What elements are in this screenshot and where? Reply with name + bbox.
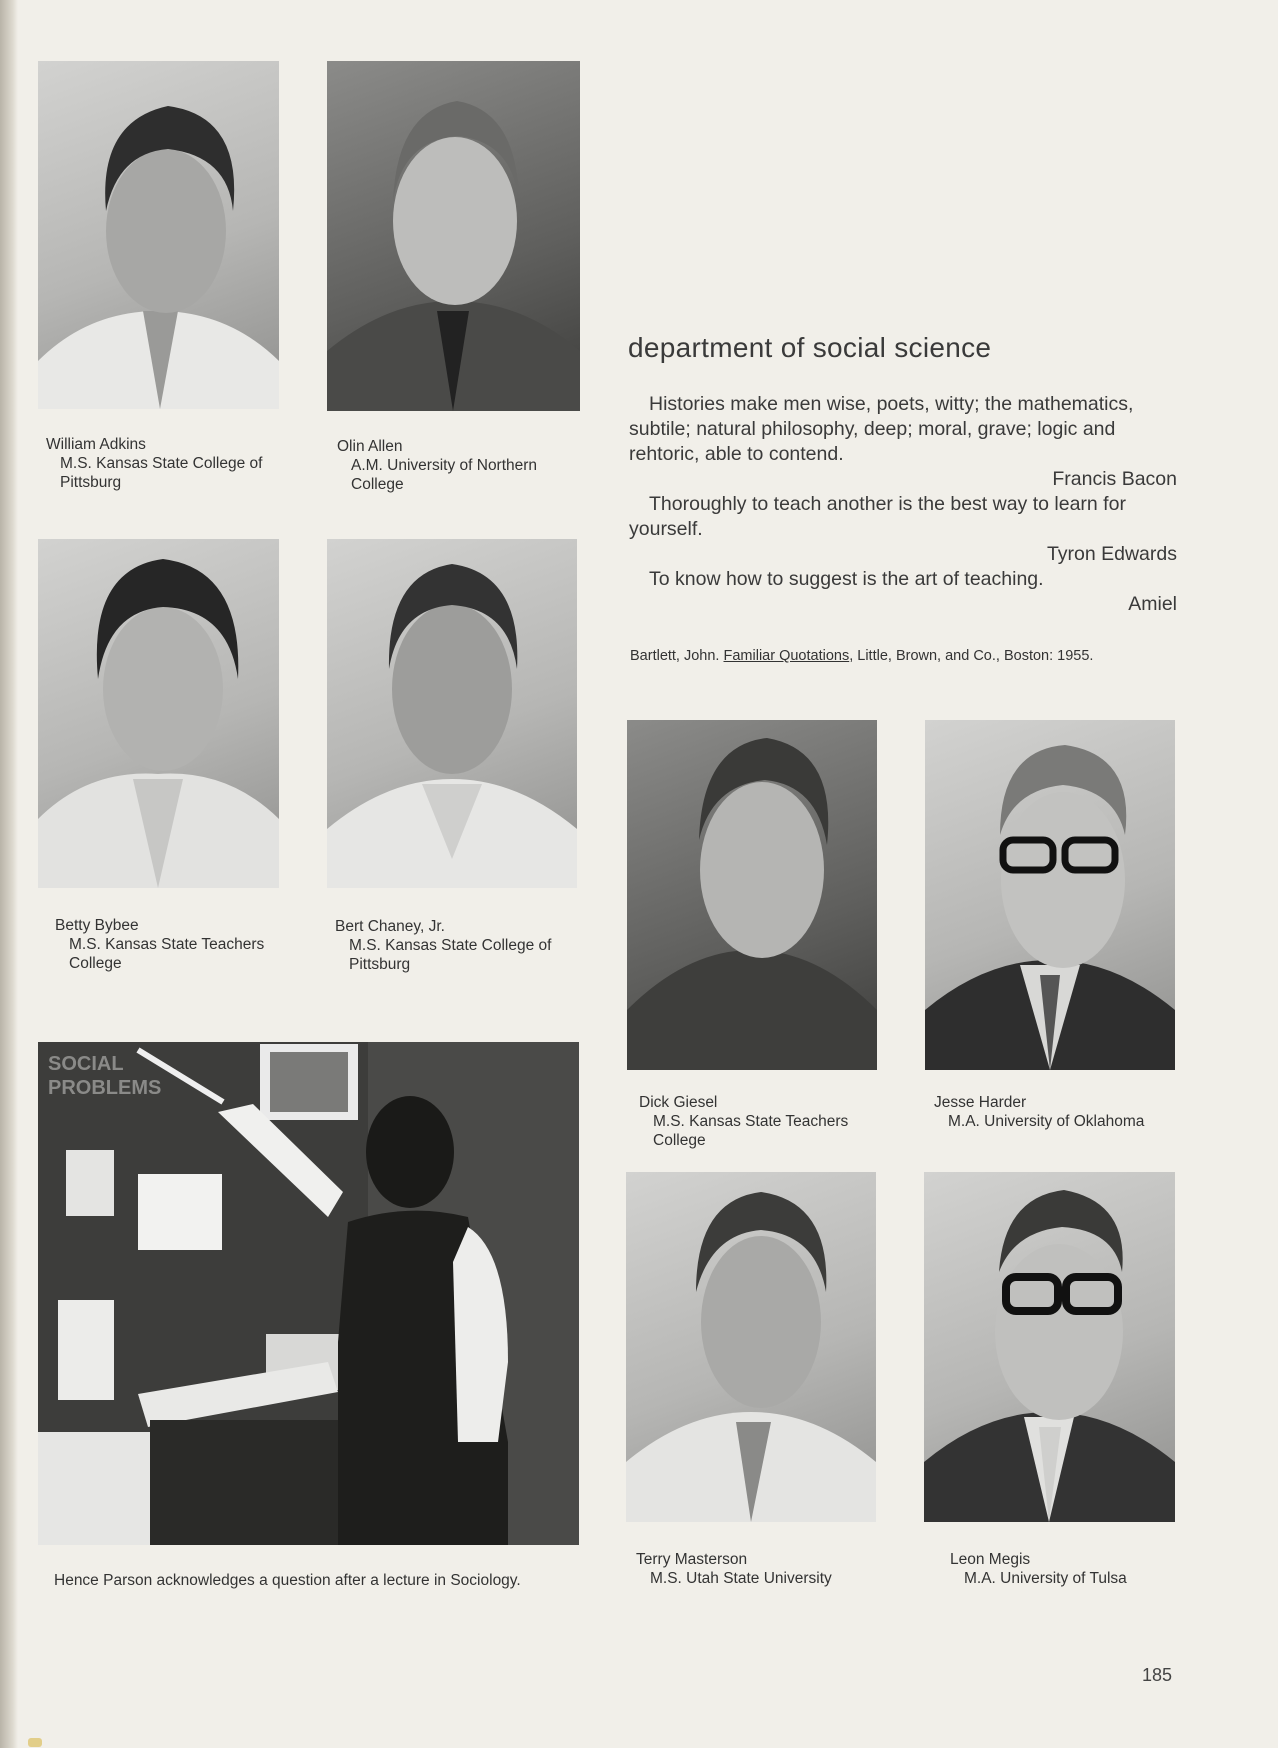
caption-olin-allen — [337, 437, 537, 494]
portrait-photo-dick-giesel — [627, 720, 877, 1070]
caption-jesse-harder — [934, 1093, 1144, 1131]
caption-terry-masterson — [636, 1550, 832, 1588]
portrait-figure — [327, 539, 577, 888]
faculty-degree-cont: Pittsburg — [60, 474, 122, 491]
faculty-degree: M.S. Kansas State Teachers — [69, 936, 265, 953]
caption-dick-giesel — [639, 1093, 848, 1150]
faculty-name: Olin Allen — [337, 438, 403, 455]
quote-author: Francis Bacon — [1052, 468, 1177, 490]
portrait-figure — [38, 61, 279, 409]
faculty-degree: M.A. University of Tulsa — [964, 1570, 1127, 1587]
faculty-name: Leon Megis — [950, 1551, 1031, 1568]
faculty-name: Bert Chaney, Jr. — [335, 918, 445, 935]
faculty-name: Terry Masterson — [636, 1551, 748, 1568]
portrait-figure — [626, 1172, 876, 1522]
portrait-photo-terry-masterson — [626, 1172, 876, 1522]
page-number: 185 — [1142, 1665, 1173, 1685]
caption-betty-bybee — [55, 916, 264, 973]
faculty-name: Jesse Harder — [934, 1094, 1027, 1111]
faculty-name: William Adkins — [46, 436, 146, 453]
citation-suffix: , Little, Brown, and Co., Boston: 1955. — [849, 648, 1094, 664]
classroom-photo-caption: Hence Parson acknowledges a question after a lecture in Sociology. — [54, 1572, 521, 1589]
portrait-photo-jesse-harder — [925, 720, 1175, 1070]
portrait-figure — [38, 539, 279, 888]
board-label-1: SOCIAL — [48, 1053, 124, 1075]
page-binding-edge — [0, 0, 18, 1748]
faculty-degree-cont: Pittsburg — [349, 956, 411, 973]
faculty-degree: M.S. Kansas State College of — [60, 455, 263, 472]
quote-text: To know how to suggest is the art of teaching. — [649, 568, 1044, 590]
department-title: department of social science — [628, 332, 992, 363]
portrait-photo-leon-megis — [924, 1172, 1175, 1522]
classroom-scene — [38, 1042, 579, 1545]
faculty-degree-cont: College — [69, 955, 122, 972]
classroom-photo — [38, 1042, 579, 1545]
portrait-figure — [925, 720, 1175, 1070]
quote-text: Thoroughly to teach another is the best way to learn for yourself. — [629, 493, 1126, 540]
faculty-degree: M.S. Utah State University — [650, 1570, 832, 1587]
quote-author: Tyron Edwards — [1046, 543, 1177, 565]
portrait-figure — [627, 720, 877, 1070]
quotations-block — [629, 392, 1177, 617]
portrait-photo-olin-allen — [327, 61, 580, 411]
portrait-photo-betty-bybee — [38, 539, 279, 888]
faculty-degree-cont: College — [351, 476, 404, 493]
citation-title: Familiar Quotations — [723, 648, 850, 664]
faculty-degree: M.A. University of Oklahoma — [948, 1113, 1145, 1130]
faculty-name: Betty Bybee — [55, 917, 139, 934]
quote-text: Histories make men wise, poets, witty; the mathematics, subtile; natural philosophy, deep; moral, grave; logic and rehtoric, able to contend. — [629, 393, 1134, 465]
faculty-degree: M.S. Kansas State College of — [349, 937, 552, 954]
citation — [630, 648, 1190, 664]
caption-bert-chaney — [335, 917, 551, 974]
caption-leon-megis — [950, 1550, 1127, 1588]
board-label-2: PROBLEMS — [48, 1077, 162, 1099]
faculty-degree: A.M. University of Northern — [351, 457, 538, 474]
faculty-degree: M.S. Kansas State Teachers — [653, 1113, 849, 1130]
quote-author: Amiel — [1128, 593, 1177, 615]
caption-william-adkins — [46, 435, 262, 492]
paper-stain — [28, 1738, 42, 1747]
portrait-photo-bert-chaney — [327, 539, 577, 888]
citation-prefix: Bartlett, John. — [630, 648, 724, 664]
portrait-photo-william-adkins — [38, 61, 279, 409]
faculty-degree-cont: College — [653, 1132, 706, 1149]
faculty-name: Dick Giesel — [639, 1094, 718, 1111]
portrait-figure — [327, 61, 580, 411]
portrait-figure — [924, 1172, 1175, 1522]
